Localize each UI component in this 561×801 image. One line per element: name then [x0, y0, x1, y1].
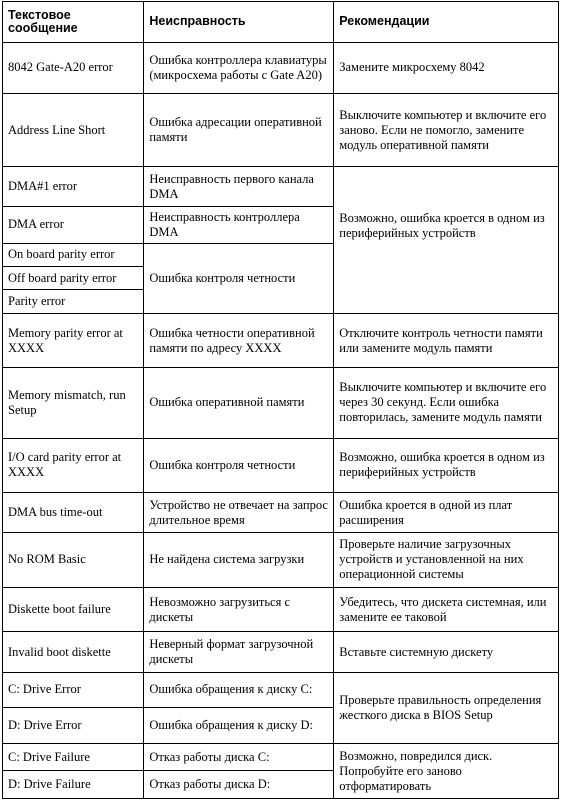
- recommendation-cell: Проверьте наличие загрузочных устройств и установленной на них операционной системы: [334, 532, 559, 587]
- recommendation-cell: Выключите компьютер и включите его заново. Если не помогло, замените модуль оперативной памяти: [334, 94, 559, 167]
- message-cell: No ROM Basic: [3, 532, 144, 587]
- message-cell: I/O card parity error at XXXX: [3, 438, 144, 493]
- message-cell: Parity error: [3, 290, 144, 313]
- message-cell: Off board parity error: [3, 266, 144, 289]
- fault-cell: Отказ работы диска C:: [144, 744, 334, 771]
- table-row: [3, 493, 559, 533]
- fault-cell: Ошибка четности оперативной памяти по адресу XXXX: [144, 313, 334, 368]
- fault-cell: Ошибка контроля четности: [144, 243, 334, 313]
- table-row: [3, 368, 559, 438]
- fault-cell: Не найдена система загрузки: [144, 532, 334, 587]
- message-cell: DMA bus time-out: [3, 493, 144, 533]
- fault-cell: Ошибка адресации оперативной памяти: [144, 94, 334, 167]
- fault-cell: Ошибка контроллера клавиатуры (микросхема работы с Gate A20): [144, 42, 334, 94]
- recommendation-cell: Проверьте правильность определения жесткого диска в BIOS Setup: [334, 673, 559, 744]
- fault-cell: Неверный формат загрузочной дискеты: [144, 632, 334, 673]
- table-row: [3, 438, 559, 493]
- message-cell: 8042 Gate-A20 error: [3, 42, 144, 94]
- fault-cell: Устройство не отвечает на запрос длительное время: [144, 493, 334, 533]
- recommendation-cell: Отключите контроль четности памяти или замените модуль памяти: [334, 313, 559, 368]
- recommendation-cell: Выключите компьютер и включите его через 30 секунд. Если ошибка повторилась, замените модуль памяти: [334, 368, 559, 438]
- fault-cell: Ошибка оперативной памяти: [144, 368, 334, 438]
- message-cell: Address Line Short: [3, 94, 144, 167]
- recommendation-cell: Замените микросхему 8042: [334, 42, 559, 94]
- message-cell: Invalid boot diskette: [3, 632, 144, 673]
- table-row: [3, 632, 559, 673]
- table-row: [3, 532, 559, 587]
- fault-cell: Ошибка контроля четности: [144, 438, 334, 493]
- message-cell: Diskette boot failure: [3, 587, 144, 632]
- header-recommendations: Рекомендации: [334, 2, 559, 43]
- table-row: [3, 94, 559, 167]
- message-cell: D: Drive Error: [3, 707, 144, 744]
- message-cell: C: Drive Failure: [3, 744, 144, 771]
- message-cell: D: Drive Failure: [3, 771, 144, 799]
- table-row: [3, 587, 559, 632]
- message-cell: DMA#1 error: [3, 167, 144, 207]
- fault-cell: Невозможно загрузиться с дискеты: [144, 587, 334, 632]
- recommendation-cell: Убедитесь, что дискета системная, или замените ее таковой: [334, 587, 559, 632]
- table-row: [3, 744, 559, 771]
- fault-cell: Ошибка обращения к диску C:: [144, 673, 334, 708]
- recommendation-cell: Возможно, ошибка кроется в одном из периферийных устройств: [334, 438, 559, 493]
- bios-error-table: [2, 1, 559, 799]
- table-row: [3, 313, 559, 368]
- recommendation-cell: Возможно, повредился диск. Попробуйте его заново отформатировать: [334, 744, 559, 799]
- message-cell: Memory mismatch, run Setup: [3, 368, 144, 438]
- message-cell: On board parity error: [3, 243, 144, 266]
- recommendation-cell: Вставьте системную дискету: [334, 632, 559, 673]
- message-cell: C: Drive Error: [3, 673, 144, 708]
- recommendation-cell: Возможно, ошибка кроется в одном из периферийных устройств: [334, 167, 559, 313]
- recommendation-cell: Ошибка кроется в одной из плат расширения: [334, 493, 559, 533]
- fault-cell: Отказ работы диска D:: [144, 771, 334, 799]
- fault-cell: Неисправность первого канала DMA: [144, 167, 334, 207]
- table-row: [3, 42, 559, 94]
- header-message: Текстовое сообщение: [3, 2, 144, 43]
- message-cell: DMA error: [3, 207, 144, 244]
- header-fault: Неисправность: [144, 2, 334, 43]
- table-row: [3, 673, 559, 708]
- fault-cell: Неисправность контроллера DMA: [144, 207, 334, 244]
- fault-cell: Ошибка обращения к диску D:: [144, 707, 334, 744]
- table-row: [3, 167, 559, 207]
- table-header-row: [3, 2, 559, 43]
- message-cell: Memory parity error at XXXX: [3, 313, 144, 368]
